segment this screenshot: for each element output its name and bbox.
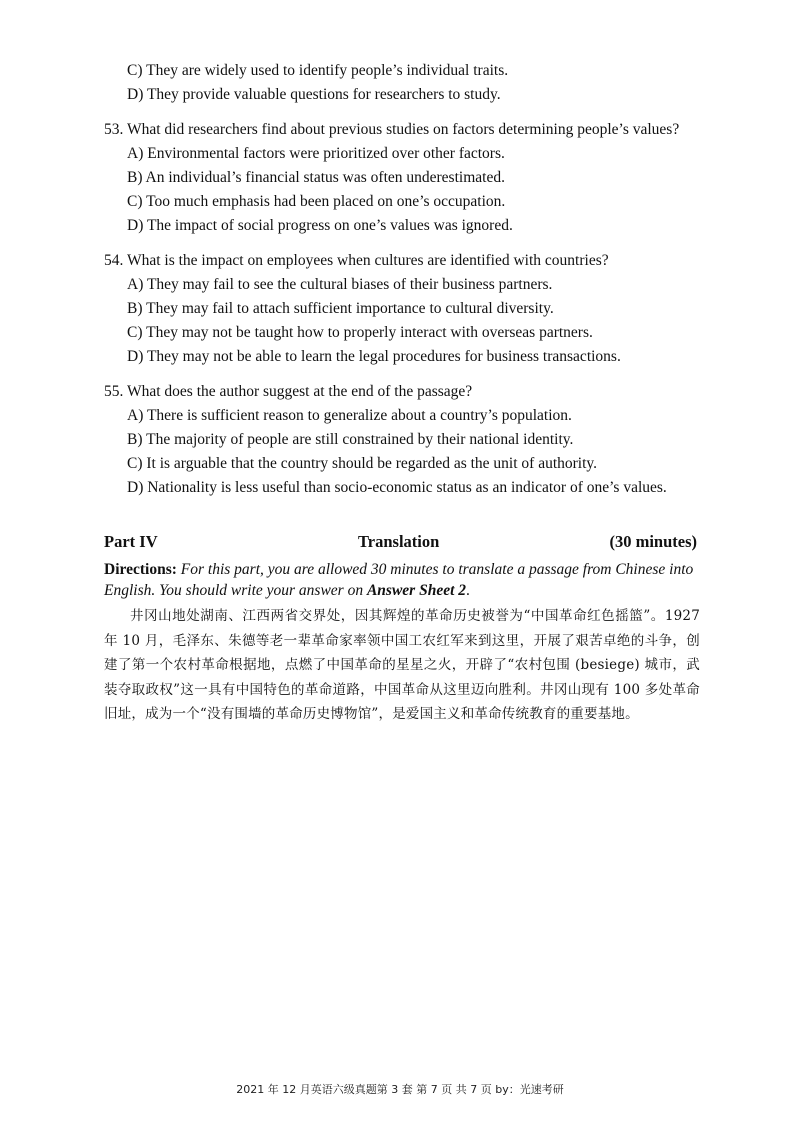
part-label: Part IV — [104, 532, 158, 551]
directions-label: Directions: — [104, 561, 177, 578]
q55-option-b: B) The majority of people are still constrained by their national identity. — [127, 431, 574, 448]
directions — [104, 559, 697, 601]
q53-option-d: D) The impact of social progress on one’s values was ignored. — [127, 217, 513, 234]
question-54: 54. What is the impact on employees when cultures are identified with countries? — [104, 252, 609, 269]
question-55: 55. What does the author suggest at the end of the passage? — [104, 383, 473, 400]
q54-option-b: B) They may fail to attach sufficient importance to cultural diversity. — [127, 300, 554, 317]
q52-option-d: D) They provide valuable questions for researchers to study. — [127, 86, 501, 103]
q55-option-a: A) There is sufficient reason to generalize about a country’s population. — [127, 407, 572, 424]
q55-option-d: D) Nationality is less useful than socio-economic status as an indicator of one’s values. — [127, 479, 667, 496]
q54-option-c: C) They may not be taught how to properly interact with overseas partners. — [127, 324, 593, 341]
q55-option-c: C) It is arguable that the country should be regarded as the unit of authority. — [127, 455, 598, 472]
q54-option-a: A) They may fail to see the cultural biases of their business partners. — [127, 276, 553, 293]
part-title: Translation — [358, 532, 440, 551]
q52-option-c: C) They are widely used to identify people’s individual traits. — [127, 62, 509, 79]
directions-end: . — [466, 582, 470, 599]
directions-text: For this part, you are allowed 30 minutes to translate a passage from Chinese into English. You should write your answer on — [104, 561, 694, 599]
q53-option-a: A) Environmental factors were prioritized over other factors. — [127, 145, 505, 162]
part-time: (30 minutes) — [609, 532, 697, 551]
part-header — [104, 532, 697, 554]
page-footer: 2021 年 12 月英语六级真题第 3 套 第 7 页 共 7 页 by：光速考研 — [236, 1083, 564, 1096]
translation-passage: 井冈山地处湖南、江西两省交界处，因其辉煌的革命历史被誉为“中国革命红色摇篮”。1927 年 10 月，毛泽东、朱德等老一辈革命家率领中国工农红军来到这里，开展了艰苦卓绝的斗争，创建了第一个农村革命根据地，点燃了中国革命的星星之火，开辟了“农村包围 (besiege) 城市，武装夺取政权”这一具有中国特色的革命道路，中国革命从这里迈向胜利。井冈山现有 100 多处革命旧址，成为一个“没有围墙的革命历史博物馆”，是爱国主义和革命传统教育的重要基地。 — [104, 608, 700, 722]
q53-option-c: C) Too much emphasis had been placed on one’s occupation. — [127, 193, 506, 210]
q53-option-b: B) An individual’s financial status was often underestimated. — [127, 169, 505, 186]
answer-sheet-ref: Answer Sheet 2 — [366, 582, 467, 599]
question-53: 53. What did researchers find about previous studies on factors determining people’s values? — [104, 121, 680, 138]
q54-option-d: D) They may not be able to learn the legal procedures for business transactions. — [127, 348, 621, 365]
